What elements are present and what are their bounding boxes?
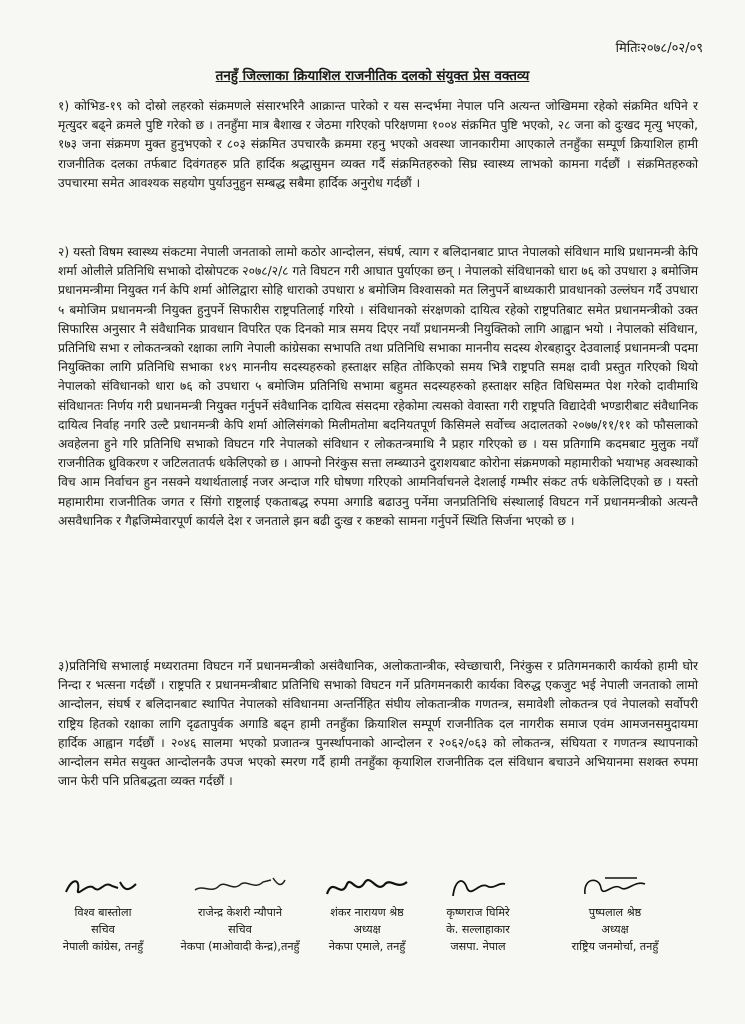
signature-2-image [185,872,295,902]
signatory-5 [540,872,690,955]
signatory-3 [308,872,426,955]
paragraph-1: १) कोभिड-१९ को दोस्रो लहरको संक्रमणले संसारभरिनै आक्रान्त पारेको र यस सन्दर्भमा नेपाल पनि अत्यन्त जोखिममा रहेको संक्रमित थपिने र मृत्युदर बढ्ने क्रमले पुष्टि गरेको छ । तनहुँमा मात्र बैशाख र जेठमा गरिएको परिक्षणमा १००४ संक्रमित पुष्टि भएको, २८ जना को दुःखद मृत्यु भएको, १७३ जना संक्रमण मुक्त हुनुभएको र ८०३ संक्रमित उपचारकै क्रममा रहनु भएको अवस्था जानकारीमा आएकाले तनहुँका सम्पूर्ण क्रियाशिल हामी राजनीतिक दलका तर्फबाट दिवंगतहरु प्रति हार्दिक श्रद्धासुमन व्यक्त गर्दै संक्रमितहरुको सिघ्र स्वास्थ्य लाभको कामना गर्दछौं । संक्रमितहरुको उपचारमा समेत आवश्यक सहयोग पुर्याउनुहुन सम्बद्ध सबैमा हार्दिक अनुरोध गर्दछौं । [58,99,698,190]
signatory-4-name: कृष्णराज घिमिरे [446,906,510,919]
signature-5-image [565,872,665,902]
signatory-1 [48,872,158,955]
signatory-5-role: अध्यक्ष [601,923,629,936]
document-title: तनहुँ जिल्लाका क्रियाशिल राजनीतिक दलको संयुक्त प्रेस वक्तव्य [215,68,530,84]
signatory-4-role: के. सल्लाहाकार [446,923,510,936]
signatory-2-name: राजेन्द्र केशरी न्यौपाने [197,906,283,919]
signatory-2-role: सचिव [228,923,252,936]
signatory-1-name: विश्व बास्तोला [74,906,132,919]
signatory-4 [428,872,528,955]
signatory-3-name: शंकर नारायण श्रेष्ठ [330,906,404,919]
signatory-5-org: राष्ट्रिय जनमोर्चा, तनहुँ [571,940,659,953]
paragraph-2: २) यस्तो विषम स्वास्थ्य संकटमा नेपाली जनताको लामो कठोर आन्दोलन, संघर्ष, त्याग र बलिदानबाट प्राप्त नेपालको संविधान माथि प्रधानमन्त्री केपि शर्मा ओलीले प्रतिनिधि सभाको दोस्रोपटक २०७८/२/८ गते विघटन गरी आघात पुर्याएका छन् । नेपालको संविधानको धारा ७६ को उपधारा ३ बमोजिम प्रधानमन्त्रीमा नियुक्त गर्न केपि शर्मा ओलिद्वारा सोहि धाराको उपधारा ४ बमोजिम विश्वासको मत लिनुपर्ने बाध्यकारी प्रावधानको उल्लंघन गर्दै उपधारा ५ बमोजिम प्रधानमन्त्री नियुक्त हुनुपर्ने सिफारीस राष्ट्रपतिलाई गरियो । संविधानको संरक्षणको दायित्व रहेको राष्ट्रपतिबाट समेत प्रधानमन्त्रीको उक्त सिफारिस अनुसार नै संवैधानिक प्रावधान विपरित एक दिनको मात्र समय दिएर नयाँ प्रधानमन्त्री नियुक्तिको लागि आह्वान भयो । नेपालको संविधान, प्रतिनिधि सभा र लोकतन्त्रको रक्षाका लागि नेपाली कांग्रेसका सभापति तथा प्रतिनिधि सभाका माननीय सदस्य शेरबहादुर देउवालाई प्रधानमन्त्री पदमा नियुक्तिका लागि प्रतिनिधि सभाका १४९ माननीय सदस्यहरुको हस्ताक्षर सहित तोकिएको समय भित्रै राष्ट्रपति समक्ष दावी प्रस्तुत गरिएको थियो नेपालको संविधानको धारा ७६ को उपधारा ५ बमोजिम प्रतिनिधि सभामा बहुमत सदस्यहरुको हस्ताक्षर सहित विधिसम्मत पेश गरेको दावीमाथि संविधानतः निर्णय गरी प्रधानमन्त्री नियुक्त गर्नुपर्ने संवैधानिक दायित्व संसदमा रहेकोमा त्यसको वेवास्ता गरी राष्ट्रपति विद्यादेवी भण्डारीबाट संवैधानिक दायित्व निर्वाह नगरि उल्टै प्रधानमन्त्री केपि शर्मा ओलिसंगको मिलीमतोमा बदनियतपूर्ण किसिमले सर्वोच्च अदालतको २०७७/११/११ को फौसलाको अवहेलना हुने गरि प्रतिनिधि सभाको विघटन गरि नेपालको संविधान र लोकतन्त्रमाथि नै प्रहार गरिएको छ । यस प्रतिगामि कदमबाट मुलुक नयाँ राजनीतिक ध्रुविकरण र जटिलतातर्फ धकेलिएको छ । आफ्नो निरंकुस सत्ता लम्ब्याउने दुराशयबाट कोरोना संक्रमणको महामारीको भयाभह अवस्थाको विच आम निर्वाचन हुन नसक्ने यथार्थतालाई नजर अन्दाज गरि घोषणा गरिएको आमनिर्वाचनले देशलाई गम्भीर संकट तर्फ धकेलिदिएको छ । यस्तो महामारीमा राजनीतिक जगत र सिंगो राष्ट्रलाई एकताबद्ध रुपमा अगाडि बढाउनु पर्नेमा जनप्रतिनिधि संस्थालाई विघटन गर्ने प्रधानमन्त्रीको अत्यन्तै असवैधानिक र गैह्रजिम्मेवारपूर्ण कार्यले देश र जनताले झन बढी दुःख र कष्टको सामना गर्नुपर्ने स्थिति सिर्जना भएको छ । [58,245,698,528]
signatory-1-role: सचिव [91,923,115,936]
signatory-3-org: नेकपा एमाले, तनहुँ [328,940,406,953]
signature-1-image [58,872,148,902]
signatory-2 [170,872,310,955]
signature-3-image [317,872,417,902]
signature-4-image [443,872,513,902]
signatory-1-org: नेपाली कांग्रेस, तनहुँ [62,940,144,953]
document-date: मितिः२०७८/०२/०९ [615,41,703,56]
signatory-2-org: नेकपा (माओवादी केन्द्र),तनहुँ [180,940,300,953]
signatory-5-name: पुष्पलाल श्रेष्ठ [588,906,642,919]
signatory-4-org: जसपा. नेपाल [450,940,506,953]
paragraph-3: ३)प्रतिनिधि सभालाई मध्यरातमा विघटन गर्ने प्रधानमन्त्रीको असंवैधानिक, अलोकतान्त्रीक, स्वेच्छाचारी, निरंकुस र प्रतिगमनकारी कार्यको हामी घोर निन्दा र भत्सना गर्दछौं । राष्ट्रपति र प्रधानमन्त्रीबाट प्रतिनिधि सभाको विघटन गर्ने प्रतिगमनकारी कार्यका विरुद्ध एकजुट भई नेपाली जनताको लामो आन्दोलन, संघर्ष र बलिदानबाट स्थापित नेपालको संविधानमा अन्तर्निहित संघीय लोकतान्त्रीक गणतन्त्र, समावेशी लोकतन्त्र एवं नेपालको सर्वोपरी राष्ट्रिय हितको रक्षाका लागि दृढतापुर्वक अगाडि बढ्न हामी तनहुँका क्रियाशिल सम्पूर्ण राजनीतिक दल नागरीक समाज एवंम आमजनसमुदायमा हार्दिक आह्वान गर्दछौं । २०४६ सालमा भएको प्रजातन्त्र पुनर्स्थापनाको आन्दोलन र २०६२/०६३ को लोकतन्त्र, संघियता र गणतन्त्र स्थापनाको आन्दोलन समेत सयुक्त आन्दोलनकै उपज भएको स्मरण गर्दै हामी तनहुँका कृयाशिल राजनीतिक दल संविधान बचाउने अभियानमा सशक्त रुपमा जान फेरी पनि प्रतिबद्धता व्यक्त गर्दछौं । [58,659,698,789]
signatory-3-role: अध्यक्ष [353,923,381,936]
